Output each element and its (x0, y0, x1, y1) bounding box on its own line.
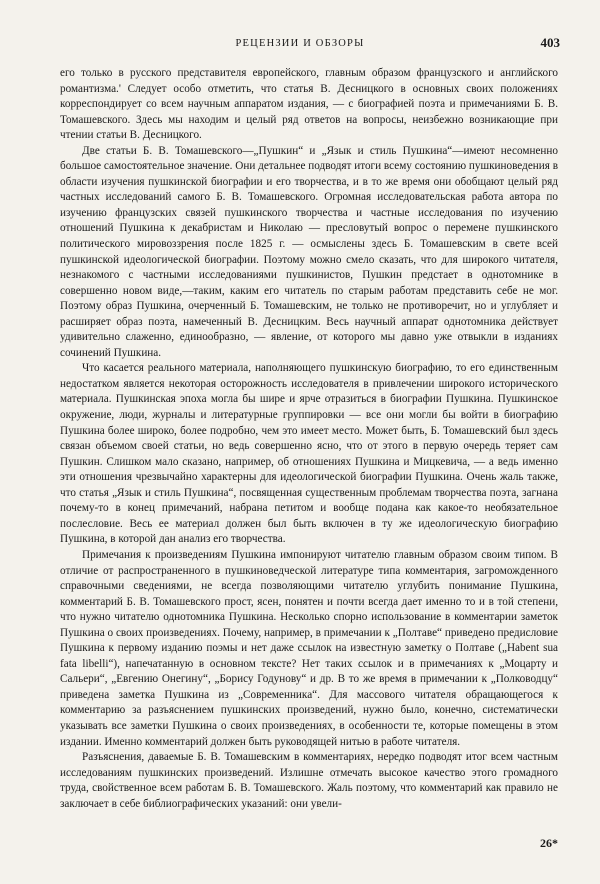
paragraph-2: Две статьи Б. В. Томашевского—„Пушкин“ и „Язык и стиль Пушкина“—имеют несомненно большое самостоятельное значение. Они детальнее подводят итоги всему состоянию пушкиноведения в области изучения пушкинской биографии и его творчества, и в то же время они обобщают целый ряд частных исследований самого Б. В. Томашевского. Огромная исследовательская работа автора по изучению французских связей пушкинского творчества и частные исследования по изучению отношений Пушкина к декабристам и Николаю — пресловутый вопрос о перемене пушкинского политического мировоззрения после 1825 г. — осмыслены здесь Б. Томашевским в свете всей пушкинской идеологической биографии. Поэтому можно смело сказать, что для широкого читателя, незнакомого с частными исследованиями пушкинистов, Пушкин предстает в однотомнике в совершенно новом виде,—таким, каким его читатель по старым работам представить себе не мог. Поэтому образ Пушкина, очерченный Б. Томашевским, не только не противоречит, но и углубляет и расширяет образ поэта, намеченный В. Десницким. Весь научный аппарат однотомника действует удивительно слаженно, единообразно, — явление, от которого мы давно уже отвыкли в изданиях сочинений Пушкина. (60, 144, 558, 359)
body-text (60, 66, 558, 812)
running-head: РЕЦЕНЗИИ И ОБЗОРЫ (235, 38, 365, 49)
page-number: 403 (540, 35, 560, 50)
paragraph-4: Примечания к произведениям Пушкина импонируют читателю главным образом своим типом. В отличие от распространенного в пушкиноведческой литературе типа комментария, загроможденного справочными сведениями, не всегда позволяющими читателю углубить понимание Пушкина, комментарий Б. В. Томашевского прост, ясен, понятен и почти всегда дает именно то и в той степени, что нужно читателю однотомника Пушкина. Несколько спорно использование в комментарии заметок Пушкина о своих произведениях. Почему, например, в примечании к „Полтаве“ приведено предисловие Пушкина к первому изданию поэмы и нет даже ссылок на известную заметку о Полтаве („Habent sua fata libelli“), напечатанную в основном тексте? Нет таких ссылок и в примечаниях к „Моцарту и Сальери“, „Евгению Онегину“, „Борису Годунову“ и др. В то же время в примечании к „Полководцу“ приведена заметка Пушкина из „Современника“. Для массового читателя обращающегося к комментарию за разъяснением пушкинских произведений, нужно было, конечно, систематически указывать все заметки Пушкина о своих произведениях, в особенности те, которые помещены в этом издании. Именно комментарий должен быть руководящей нитью в работе читателя. (60, 548, 558, 748)
paragraph-5: Разъяснения, даваемые Б. В. Томашевским в комментариях, нередко подводят итог всем частным исследованиям пушкинских произведений. Излишне отмечать высокое качество этого громадного труда, свойственное всем работам Б. В. Томашевского. Жаль поэтому, что комментарий как правило не заключает в себе библиографических указаний: они увели- (60, 751, 558, 810)
paragraph-3: Что касается реального материала, наполняющего пушкинскую биографию, то его единственным недостатком является некоторая осторожность исследователя в привлечении широкого исторического материала. Пушкинская эпоха могла бы шире и ярче отразиться в биографии Пушкина. Пушкинское окружение, люди, журналы и литературные группировки — все они могли бы войти в биографию Пушкина более широко, более подробно, чем это имеет место. Может быть, Б. Томашевский был здесь связан объемом своей статьи, но ведь совершенно ясно, что от этого в первую очередь теряет сам Пушкин. Слишком мало сказано, например, об отношениях Пушкина и Мицкевича, — а ведь именно эти отношения чрезвычайно характерны для идеологической биографии Пушкина. Очень жаль также, что статья „Язык и стиль Пушкина“, посвященная существенным проблемам творчества поэта, загнана почему-то в конец примечаний, набрана петитом и вообще подана как какое-то необязательное послесловие. Весь ее материал должен был быть включен в ту же идеологическую биографию Пушкина, в которой дан анализ его творчества. (60, 362, 558, 546)
signature-mark: 26* (540, 836, 558, 850)
paragraph-1: его только в русского представителя европейского, главным образом французского и английского романтизма.' Следует особо отметить, что статья В. Десницкого в основных своих положениях корреспондирует со всем научным аппаратом издания, — с биографией поэта и примечаниями Б. В. Томашевского. Здесь мы находим и целый ряд ответов на вопросы, неизбежно возникающие при чтении статьи В. Десницкого. (60, 67, 558, 142)
